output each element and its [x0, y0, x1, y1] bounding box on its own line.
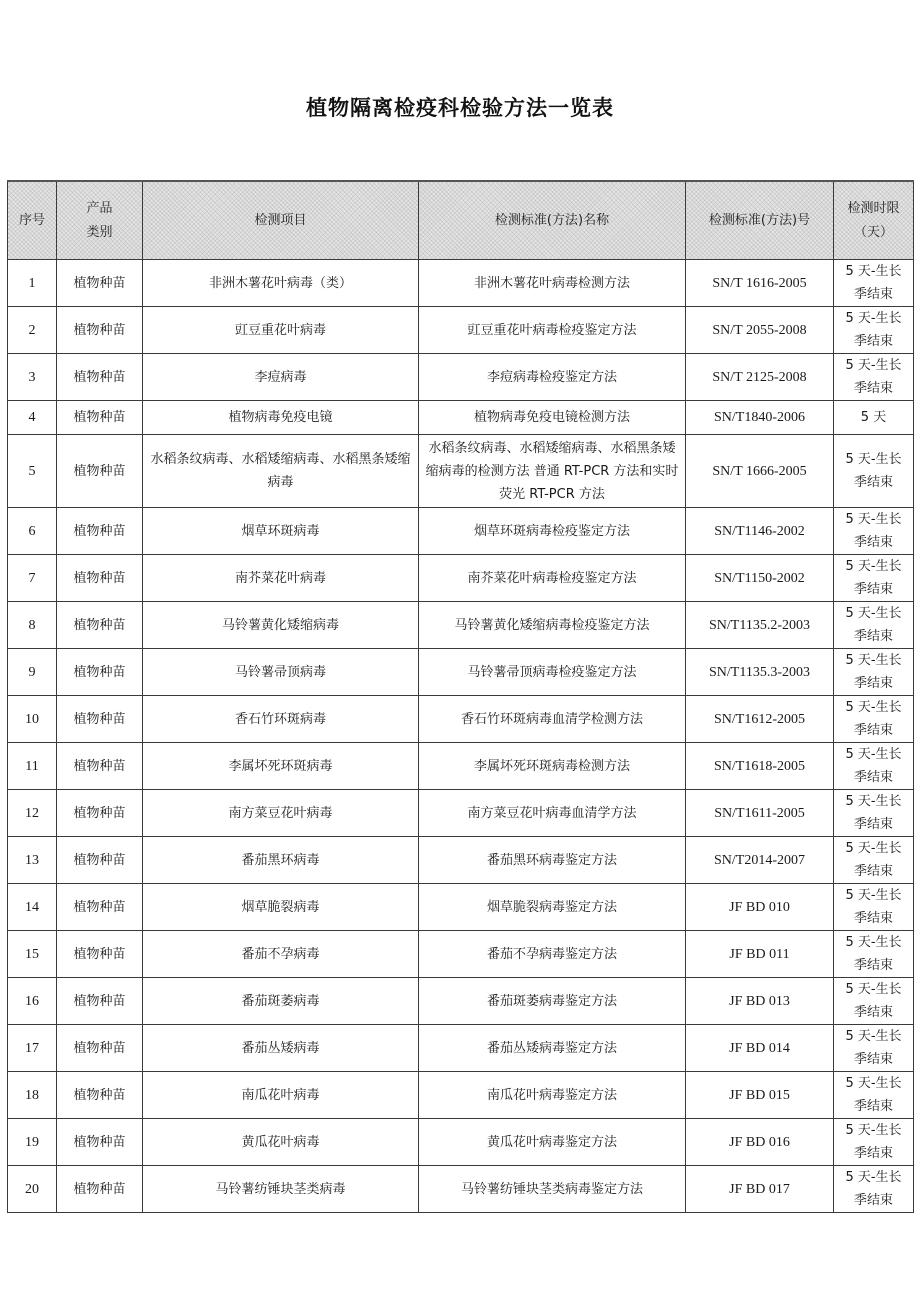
table-row [8, 978, 914, 1025]
standard-name: 黄瓜花叶病毒鉴定方法 [419, 1119, 686, 1166]
inspection-item: 马铃薯纺锤块茎类病毒 [143, 1166, 419, 1213]
inspection-period [834, 1072, 914, 1119]
period-line2: 季结束 [853, 475, 893, 490]
inspection-item: 番茄丛矮病毒 [143, 1025, 419, 1072]
period-line1: 5 天-生长 [845, 1076, 902, 1091]
inspection-item: 南瓜花叶病毒 [143, 1072, 419, 1119]
period-line2: 季结束 [853, 334, 893, 349]
table-row [8, 401, 914, 435]
standard-name: 南瓜花叶病毒鉴定方法 [419, 1072, 686, 1119]
period-line2: 季结束 [853, 582, 893, 597]
row-number: 5 [8, 435, 57, 508]
period-line2: 季结束 [853, 723, 893, 738]
inspection-item: 李痘病毒 [143, 354, 419, 401]
period-line1: 5 天-生长 [845, 264, 902, 279]
table-row [8, 555, 914, 602]
period-line2: 季结束 [853, 381, 893, 396]
inspection-period [834, 354, 914, 401]
row-number: 18 [8, 1072, 57, 1119]
row-number: 6 [8, 508, 57, 555]
table-row [8, 602, 914, 649]
product-category: 植物种苗 [57, 884, 143, 931]
standard-code: SN/T1146-2002 [686, 508, 834, 555]
table-row [8, 884, 914, 931]
table-row [8, 1119, 914, 1166]
row-number: 3 [8, 354, 57, 401]
standard-code: JF BD 015 [686, 1072, 834, 1119]
header-period-line1: 检测时限 [847, 200, 900, 216]
inspection-item: 番茄黑环病毒 [143, 837, 419, 884]
product-category: 植物种苗 [57, 743, 143, 790]
product-category: 植物种苗 [57, 401, 143, 435]
standard-name: 植物病毒免疫电镜检测方法 [419, 401, 686, 435]
table-row [8, 931, 914, 978]
inspection-period [834, 260, 914, 307]
standard-name: 烟草环斑病毒检疫鉴定方法 [419, 508, 686, 555]
inspection-period [834, 884, 914, 931]
inspection-period [834, 743, 914, 790]
inspection-item: 南芥菜花叶病毒 [143, 555, 419, 602]
period-line2: 季结束 [853, 864, 893, 879]
header-period [834, 181, 914, 260]
row-number: 1 [8, 260, 57, 307]
period-line2: 季结束 [853, 817, 893, 832]
row-number: 12 [8, 790, 57, 837]
period-line2: 季结束 [853, 287, 893, 302]
table-row [8, 307, 914, 354]
inspection-period [834, 696, 914, 743]
row-number: 17 [8, 1025, 57, 1072]
inspection-period [834, 1119, 914, 1166]
standard-name: 李痘病毒检疫鉴定方法 [419, 354, 686, 401]
row-number: 9 [8, 649, 57, 696]
inspection-period [834, 602, 914, 649]
period-line1: 5 天-生长 [845, 559, 902, 574]
product-category: 植物种苗 [57, 1166, 143, 1213]
period-line2: 季结束 [853, 1052, 893, 1067]
inspection-period [834, 931, 914, 978]
product-category: 植物种苗 [57, 508, 143, 555]
row-number: 11 [8, 743, 57, 790]
row-number: 13 [8, 837, 57, 884]
inspection-period [834, 649, 914, 696]
period-line1: 5 天-生长 [845, 841, 902, 856]
period-line1: 5 天-生长 [845, 653, 902, 668]
header-period-line2: （天） [853, 224, 893, 240]
row-number: 15 [8, 931, 57, 978]
standard-code: JF BD 017 [686, 1166, 834, 1213]
period-line2: 季结束 [853, 629, 893, 644]
standard-code: JF BD 014 [686, 1025, 834, 1072]
standard-code: SN/T2014-2007 [686, 837, 834, 884]
inspection-item: 烟草环斑病毒 [143, 508, 419, 555]
inspection-period [834, 555, 914, 602]
table-row [8, 354, 914, 401]
table-row [8, 1072, 914, 1119]
standard-code: SN/T 1666-2005 [686, 435, 834, 508]
product-category: 植物种苗 [57, 354, 143, 401]
inspection-item: 李属坏死环斑病毒 [143, 743, 419, 790]
period-line1: 5 天-生长 [845, 700, 902, 715]
standard-code: JF BD 016 [686, 1119, 834, 1166]
header-item: 检测项目 [143, 181, 419, 260]
inspection-item: 番茄不孕病毒 [143, 931, 419, 978]
product-category: 植物种苗 [57, 555, 143, 602]
period-line2: 季结束 [853, 535, 893, 550]
period-line1: 5 天-生长 [845, 1170, 902, 1185]
product-category: 植物种苗 [57, 649, 143, 696]
product-category: 植物种苗 [57, 435, 143, 508]
row-number: 19 [8, 1119, 57, 1166]
standard-name: 马铃薯纺锤块茎类病毒鉴定方法 [419, 1166, 686, 1213]
standard-name: 水稻条纹病毒、水稻矮缩病毒、水稻黑条矮缩病毒的检测方法 普通 RT-PCR 方法和实时荧光 RT-PCR 方法 [419, 435, 686, 508]
product-category: 植物种苗 [57, 260, 143, 307]
product-category: 植物种苗 [57, 1072, 143, 1119]
inspection-item: 马铃薯黄化矮缩病毒 [143, 602, 419, 649]
row-number: 8 [8, 602, 57, 649]
product-category: 植物种苗 [57, 978, 143, 1025]
inspection-period [834, 1166, 914, 1213]
standard-code: SN/T 1616-2005 [686, 260, 834, 307]
table-row [8, 435, 914, 508]
standard-name: 番茄斑萎病毒鉴定方法 [419, 978, 686, 1025]
table-row [8, 696, 914, 743]
product-category: 植物种苗 [57, 931, 143, 978]
inspection-item: 南方菜豆花叶病毒 [143, 790, 419, 837]
period-line1: 5 天-生长 [845, 1029, 902, 1044]
row-number: 10 [8, 696, 57, 743]
standard-name: 番茄丛矮病毒鉴定方法 [419, 1025, 686, 1072]
standard-code: SN/T1135.3-2003 [686, 649, 834, 696]
standard-code: JF BD 010 [686, 884, 834, 931]
product-category: 植物种苗 [57, 790, 143, 837]
row-number: 7 [8, 555, 57, 602]
period-line1: 5 天-生长 [845, 358, 902, 373]
row-number: 2 [8, 307, 57, 354]
table-row [8, 649, 914, 696]
header-category-line2: 类别 [86, 224, 113, 240]
standard-name: 南芥菜花叶病毒检疫鉴定方法 [419, 555, 686, 602]
header-category-line1: 产品 [86, 200, 113, 216]
standard-name: 马铃薯黄化矮缩病毒检疫鉴定方法 [419, 602, 686, 649]
table-row [8, 1025, 914, 1072]
period-line1: 5 天-生长 [845, 747, 902, 762]
inspection-item: 植物病毒免疫电镜 [143, 401, 419, 435]
standard-code: SN/T 2125-2008 [686, 354, 834, 401]
inspection-period [834, 837, 914, 884]
period-line1: 5 天-生长 [845, 606, 902, 621]
inspection-item: 马铃薯帚顶病毒 [143, 649, 419, 696]
table-header-row [8, 181, 914, 260]
inspection-item: 烟草脆裂病毒 [143, 884, 419, 931]
standard-name: 番茄黑环病毒鉴定方法 [419, 837, 686, 884]
standard-name: 南方菜豆花叶病毒血清学方法 [419, 790, 686, 837]
period-line2: 季结束 [853, 770, 893, 785]
inspection-period [834, 508, 914, 555]
standard-code: SN/T1840-2006 [686, 401, 834, 435]
period-line1: 5 天-生长 [845, 935, 902, 950]
page-title: 植物隔离检疫科检验方法一览表 [306, 96, 614, 120]
standard-code: JF BD 011 [686, 931, 834, 978]
period-line1: 5 天-生长 [845, 794, 902, 809]
inspection-methods-table [7, 180, 914, 1213]
period-line1: 5 天-生长 [845, 452, 902, 467]
product-category: 植物种苗 [57, 837, 143, 884]
standard-name: 非洲木薯花叶病毒检测方法 [419, 260, 686, 307]
standard-name: 烟草脆裂病毒鉴定方法 [419, 884, 686, 931]
standard-code: SN/T1135.2-2003 [686, 602, 834, 649]
table-row [8, 260, 914, 307]
inspection-period [834, 307, 914, 354]
table-row [8, 743, 914, 790]
row-number: 14 [8, 884, 57, 931]
table-row [8, 790, 914, 837]
standard-name: 香石竹环斑病毒血清学检测方法 [419, 696, 686, 743]
product-category: 植物种苗 [57, 1025, 143, 1072]
standard-code: SN/T1150-2002 [686, 555, 834, 602]
row-number: 16 [8, 978, 57, 1025]
row-number: 4 [8, 401, 57, 435]
inspection-item: 水稻条纹病毒、水稻矮缩病毒、水稻黑条矮缩病毒 [143, 435, 419, 508]
standard-code: SN/T1618-2005 [686, 743, 834, 790]
period-line2: 季结束 [853, 911, 893, 926]
header-category [57, 181, 143, 260]
standard-name: 豇豆重花叶病毒检疫鉴定方法 [419, 307, 686, 354]
period-line1: 5 天-生长 [845, 982, 902, 997]
period-line2: 季结束 [853, 958, 893, 973]
period-line2: 季结束 [853, 1193, 893, 1208]
inspection-item: 香石竹环斑病毒 [143, 696, 419, 743]
standard-code: SN/T 2055-2008 [686, 307, 834, 354]
inspection-period [834, 790, 914, 837]
inspection-period [834, 978, 914, 1025]
product-category: 植物种苗 [57, 1119, 143, 1166]
table-row [8, 508, 914, 555]
standard-code: SN/T1611-2005 [686, 790, 834, 837]
period-line1: 5 天-生长 [845, 311, 902, 326]
table-row [8, 837, 914, 884]
standard-code: SN/T1612-2005 [686, 696, 834, 743]
header-standard-code: 检测标准(方法)号 [686, 181, 834, 260]
period-line1: 5 天-生长 [845, 888, 902, 903]
period-line1: 5 天-生长 [845, 512, 902, 527]
product-category: 植物种苗 [57, 696, 143, 743]
inspection-item: 非洲木薯花叶病毒（类） [143, 260, 419, 307]
standard-code: JF BD 013 [686, 978, 834, 1025]
period-line2: 季结束 [853, 1005, 893, 1020]
standard-name: 李属坏死环斑病毒检测方法 [419, 743, 686, 790]
standard-name: 马铃薯帚顶病毒检疫鉴定方法 [419, 649, 686, 696]
product-category: 植物种苗 [57, 307, 143, 354]
period-line2: 季结束 [853, 1146, 893, 1161]
table-row [8, 1166, 914, 1213]
period-line2: 季结束 [853, 1099, 893, 1114]
inspection-item: 豇豆重花叶病毒 [143, 307, 419, 354]
inspection-period [834, 1025, 914, 1072]
period-line1: 5 天 [860, 410, 887, 425]
row-number: 20 [8, 1166, 57, 1213]
product-category: 植物种苗 [57, 602, 143, 649]
standard-name: 番茄不孕病毒鉴定方法 [419, 931, 686, 978]
header-no: 序号 [8, 181, 57, 260]
inspection-item: 黄瓜花叶病毒 [143, 1119, 419, 1166]
header-standard-name: 检测标准(方法)名称 [419, 181, 686, 260]
inspection-period [834, 401, 914, 435]
inspection-item: 番茄斑萎病毒 [143, 978, 419, 1025]
inspection-period [834, 435, 914, 508]
period-line2: 季结束 [853, 676, 893, 691]
period-line1: 5 天-生长 [845, 1123, 902, 1138]
